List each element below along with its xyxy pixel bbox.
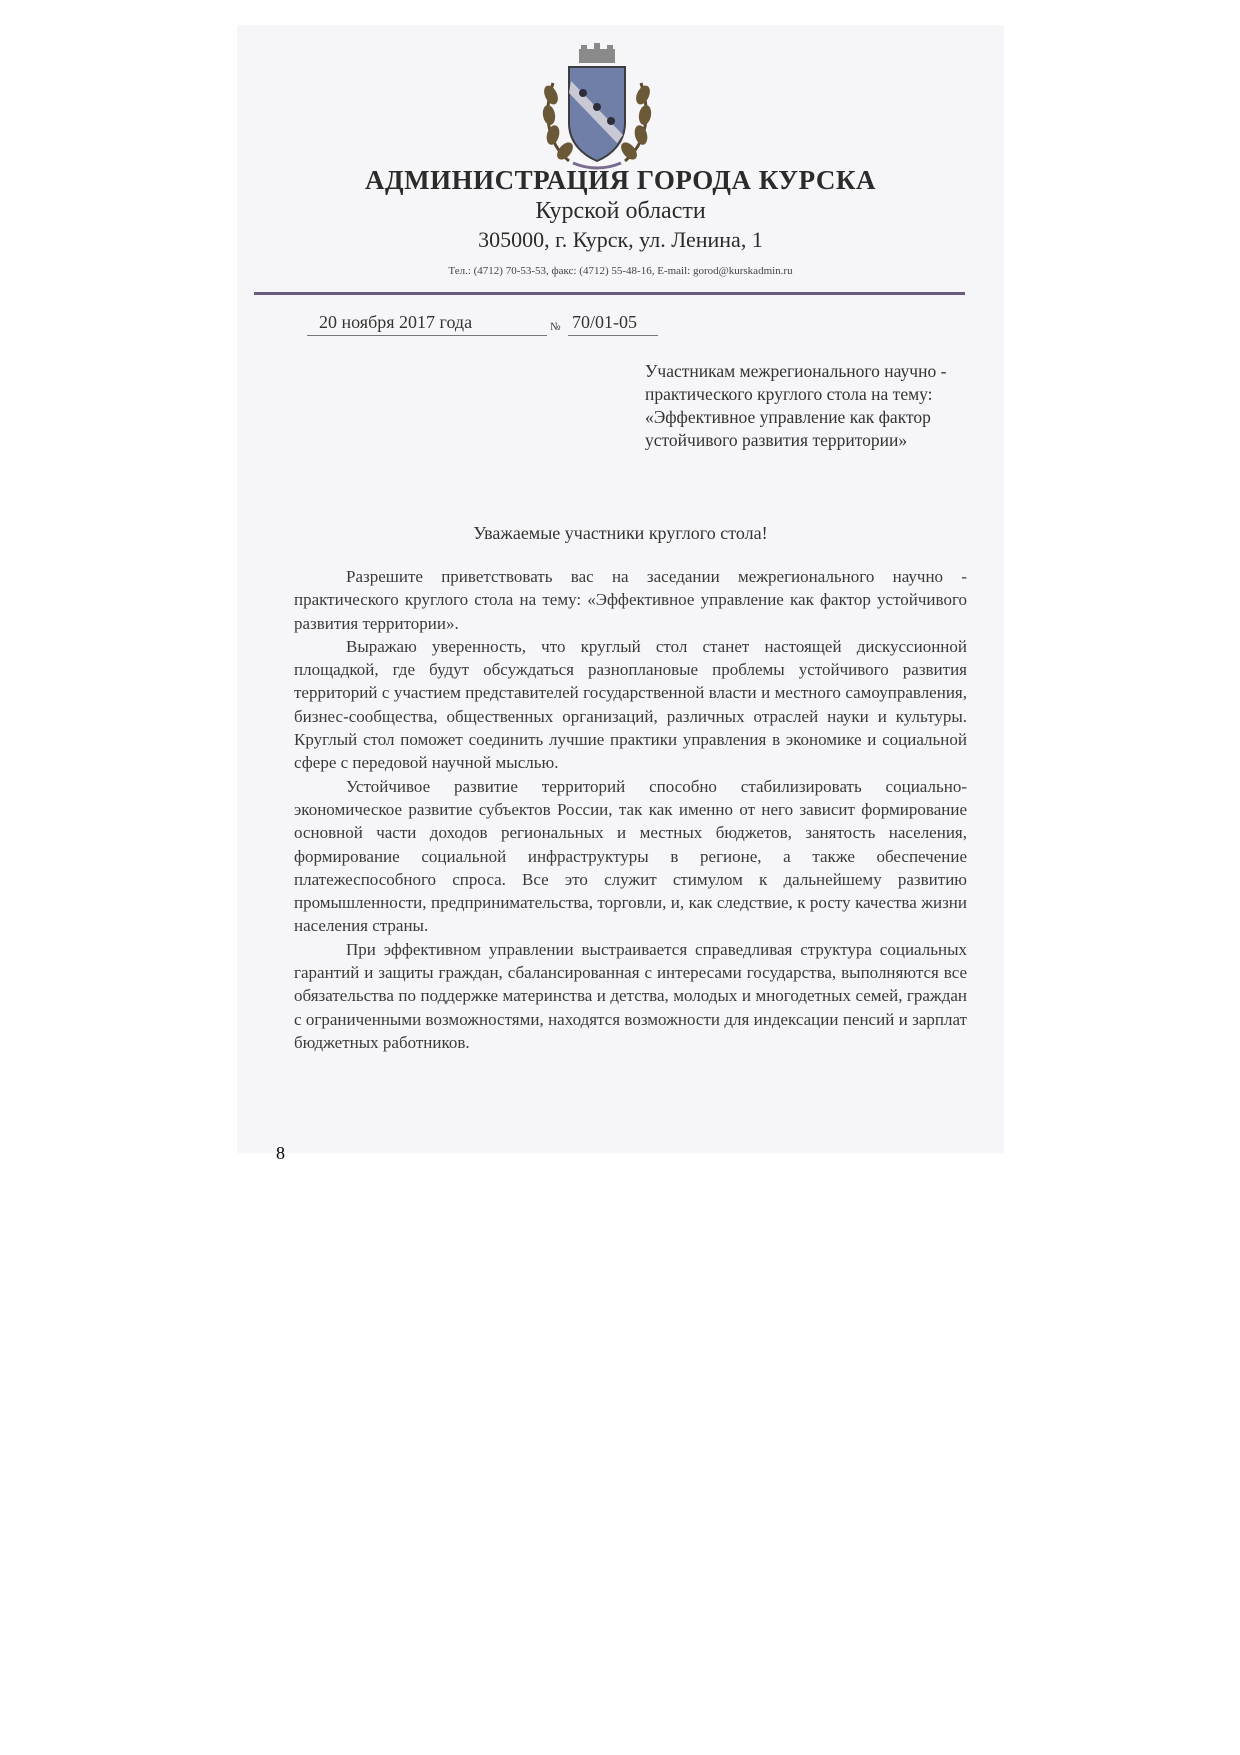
organization-address: 305000, г. Курск, ул. Ленина, 1 [478, 227, 763, 252]
letter-number: 70/01-05 [568, 312, 658, 336]
recipient-block: Участникам межрегионального научно - практического круглого стола на тему: «Эффективное управление как фактор устойчивого развития территории» [645, 361, 947, 450]
body-paragraph: При эффективном управлении выстраивается справедливая структура социальных гарантий и защиты граждан, сбалансированная с интересами государства, выполняются все обязательства по поддержке материнства и детства, молодых и многодетных семей, граждан с ограниченными возможностями, находятся возможности для индексации пенсий и зарплат бюджетных работников. [294, 939, 967, 1052]
letterhead-divider [254, 292, 965, 295]
body-paragraph: Разрешите приветствовать вас на заседании межрегионального научно - практического круглого стола на тему: «Эффективное управление как фактор устойчивого развития территории». [294, 567, 967, 633]
page-number: 8 [276, 1143, 285, 1163]
number-label: № [550, 321, 561, 333]
greeting: Уважаемые участники круглого стола! [473, 523, 768, 543]
letter-date: 20 ноября 2017 года [307, 312, 547, 336]
coat-of-arms-icon [539, 43, 655, 173]
organization-region: Курской области [535, 198, 706, 224]
organization-title: АДМИНИСТРАЦИЯ ГОРОДА КУРСКА [365, 165, 876, 195]
organization-contacts: Тел.: (4712) 70-53-53, факс: (4712) 55-48-16, E-mail: gorod@kurskadmin.ru [448, 265, 793, 277]
body-paragraph: Выражаю уверенность, что круглый стол станет настоящей дискуссионной площадкой, где будут обсуждаться разноплановые проблемы устойчивого развития территорий с участием представителей государственной власти и местного самоуправления, бизнес-сообщества, общественных организаций, различных отраслей науки и культуры. Круглый стол поможет соединить лучшие практики управления в экономике и социальной сфере с передовой научной мыслью. [294, 636, 967, 773]
body-paragraph: Устойчивое развитие территорий способно стабилизировать социально-экономическое развитие субъектов России, так как именно от него зависит формирование основной части доходов региональных и местных бюджетов, занятость населения, формирование социальной инфраструктуры в регионе, а также обеспечение платежеспособного спроса. Все это служит стимулом к дальнейшему развитию промышленности, предпринимательства, торговли, и, как следствие, к росту качества жизни населения страны. [294, 776, 967, 936]
scanned-letter [237, 25, 1004, 1153]
letter-body [294, 565, 967, 1054]
